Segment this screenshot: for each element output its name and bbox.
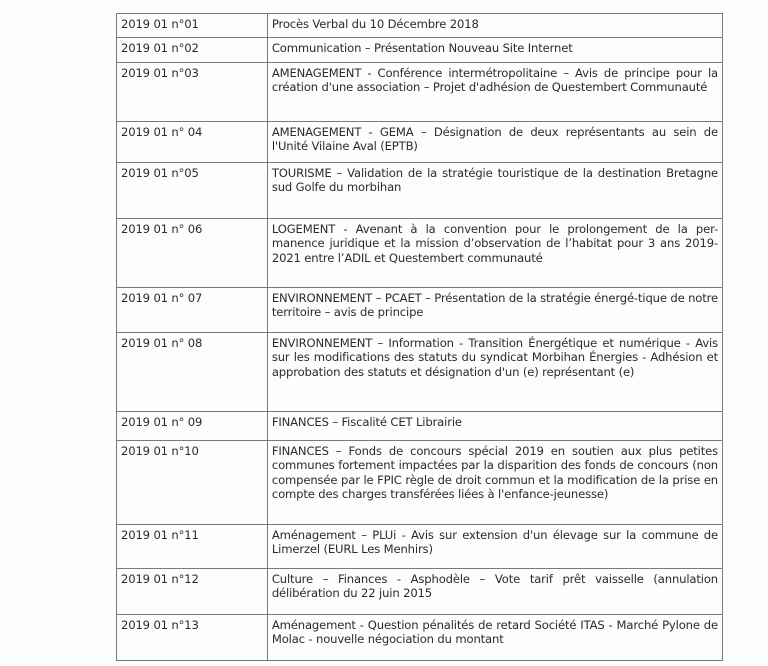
table-row	[117, 63, 723, 122]
deliberation-subject: Aménagement – PLUi - Avis sur extension d'un élevage sur la commune de Limerzel (EURL Les Menhirs)	[267, 525, 722, 569]
deliberation-subject: TOURISME – Validation de la stratégie touristique de la destination Bretagne sud Golfe du morbihan	[267, 163, 722, 219]
table-row	[117, 569, 723, 615]
table-row	[117, 288, 723, 333]
deliberation-subject: Procès Verbal du 10 Décembre 2018	[267, 14, 722, 38]
deliberation-subject: ENVIRONNEMENT – Information - Transition Énergétique et numérique - Avis sur les modifications des statuts du syndicat Morbihan Énergies - Adhésion et approbation des statuts et désignation d'un (e) représentant (e)	[267, 333, 722, 412]
table-row	[117, 441, 723, 525]
deliberations-table	[116, 13, 723, 661]
table-row	[117, 412, 723, 441]
table-row	[117, 525, 723, 569]
table-row	[117, 14, 723, 38]
deliberation-number: 2019 01 n°05	[117, 163, 268, 219]
deliberation-number: 2019 01 n°01	[117, 14, 268, 38]
deliberation-number: 2019 01 n° 08	[117, 333, 268, 412]
deliberation-subject: Culture – Finances - Asphodèle – Vote tarif prêt vaisselle (annulation délibération du 22 juin 2015	[267, 569, 722, 615]
deliberation-number: 2019 01 n°10	[117, 441, 268, 525]
deliberation-number: 2019 01 n°13	[117, 615, 268, 661]
table-row	[117, 333, 723, 412]
deliberation-number: 2019 01 n°12	[117, 569, 268, 615]
table-row	[117, 219, 723, 288]
deliberation-number: 2019 01 n°02	[117, 38, 268, 63]
table-row	[117, 615, 723, 661]
deliberation-subject: LOGEMENT - Avenant à la convention pour le prolongement de la per-manence juridique et la mission d’observation de l’habitat pour 3 ans 2019-2021 entre l’ADIL et Questembert communauté	[267, 219, 722, 288]
deliberation-number: 2019 01 n°11	[117, 525, 268, 569]
deliberation-number: 2019 01 n° 09	[117, 412, 268, 441]
deliberation-subject: AMENAGEMENT - GEMA – Désignation de deux représentants au sein de l'Unité Vilaine Aval (EPTB)	[267, 122, 722, 163]
deliberation-number: 2019 01 n° 06	[117, 219, 268, 288]
deliberation-number: 2019 01 n° 04	[117, 122, 268, 163]
deliberation-number: 2019 01 n° 07	[117, 288, 268, 333]
deliberation-subject: ENVIRONNEMENT – PCAET – Présentation de la stratégie énergé-tique de notre territoire – avis de principe	[267, 288, 722, 333]
deliberation-subject: AMENAGEMENT - Conférence intermétropolitaine – Avis de principe pour la création d'une association – Projet d'adhésion de Questembert Communauté	[267, 63, 722, 122]
deliberation-subject: FINANCES – Fonds de concours spécial 2019 en soutien aux plus petites communes fortement impactées par la disparition des fonds de concours (non compensée par le FPIC règle de droit commun et la modification de la prise en compte des charges transférées liées à l'enfance-jeunesse)	[267, 441, 722, 525]
table-row	[117, 38, 723, 63]
deliberation-subject: FINANCES – Fiscalité CET Librairie	[267, 412, 722, 441]
deliberation-subject: Communication – Présentation Nouveau Site Internet	[267, 38, 722, 63]
table-row	[117, 122, 723, 163]
deliberation-subject: Aménagement - Question pénalités de retard Société ITAS - Marché Pylone de Molac - nouvelle négociation du montant	[267, 615, 722, 661]
deliberation-number: 2019 01 n°03	[117, 63, 268, 122]
table-row	[117, 163, 723, 219]
